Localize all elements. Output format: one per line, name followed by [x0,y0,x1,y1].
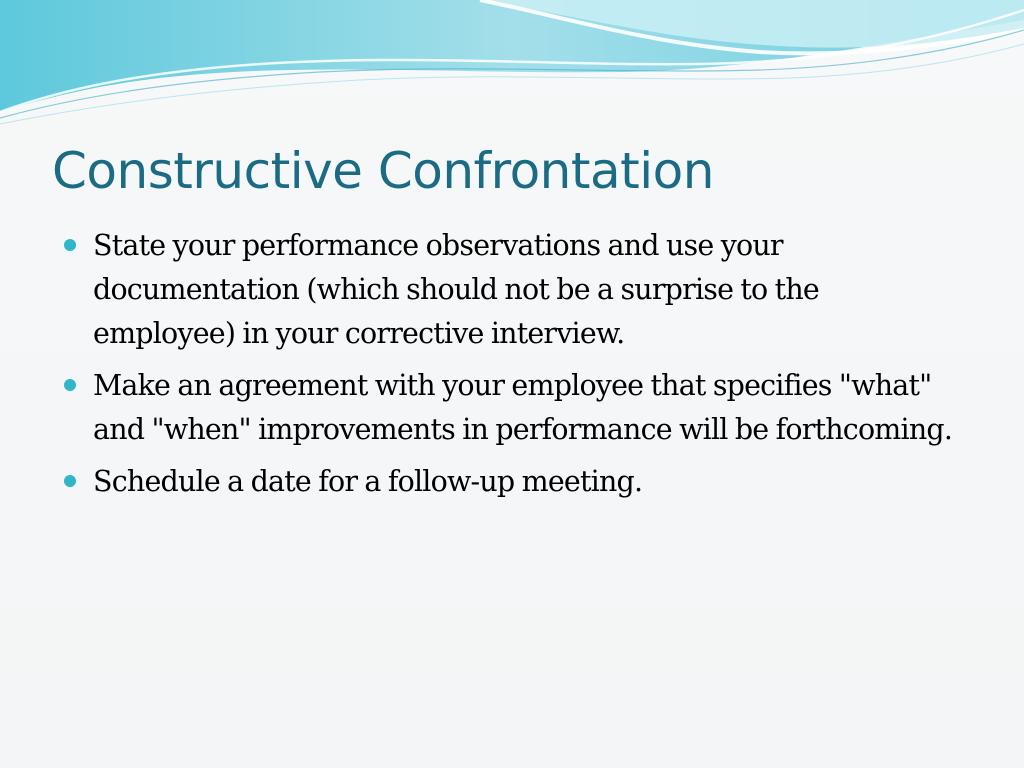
slide-title: Constructive Confrontation [52,142,714,200]
bullet-dot-icon [64,475,76,487]
bullet-item [62,224,962,356]
bullet-item [62,364,962,452]
bullet-text: State your performance observations and use your documentation (which should not be a surprise to the employee) in your corrective interview. [93,229,819,350]
bullet-text: Schedule a date for a follow-up meeting. [93,465,643,498]
bullet-dot-icon [64,379,76,391]
bullet-list [62,224,962,512]
header-wave-decoration [0,0,1024,130]
bullet-dot-icon [64,239,76,251]
bullet-text: Make an agreement with your employee that specifies "what" and "when" improvements in performance will be forthcoming. [93,369,953,446]
bullet-item [62,460,962,504]
